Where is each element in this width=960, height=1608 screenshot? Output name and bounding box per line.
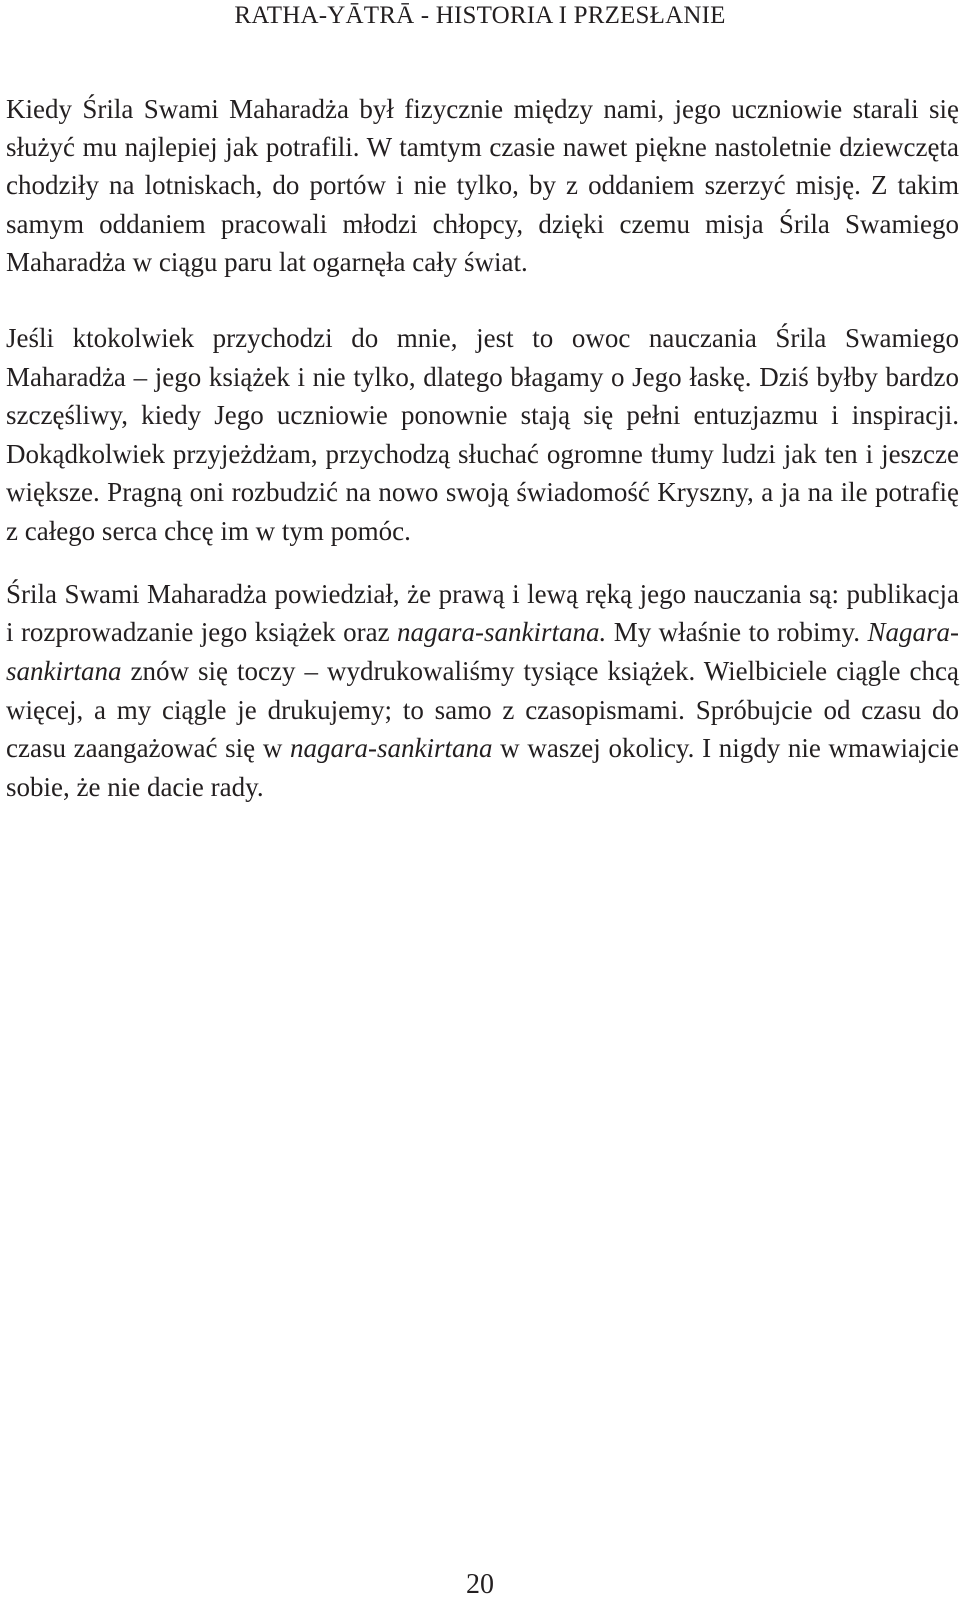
paragraph-3-text-4: w waszej okolicy. I nigdy nie wmawiajcie sobie, że nie dacie rady. bbox=[6, 733, 960, 803]
paragraph-1: Kiedy Śrila Swami Maharadża był fizycznie między nami, jego uczniowie starali się służyć mu najlepiej jak potrafili. W tamtym czasie nawet piękne nastoletnie dziewczęta chodziły na lotniskach, do portów i nie tylko, by z oddaniem szerzyć misję. Z takim samym oddaniem pracowali młodzi chłopcy, dzięki czemu misja Śrila Swamiego Maharadża w ciągu paru lat ogarnęła cały świat. bbox=[6, 94, 959, 277]
paragraph-3-text-1: Śrila Swami Maharadża powiedział, że prawą i lewą ręką jego nauczania są: publikacja i rozprowadzanie jego książek oraz bbox=[6, 578, 959, 648]
paragraph-3-text-3: znów się toczy – wydrukowaliśmy tysiące książek. Wielbiciele ciągle chcą więcej, a my ciągle je drukujemy; to samo z czasopismami. Spróbujcie od czasu do czasu zaangażować się w bbox=[6, 655, 959, 764]
paragraph-2: Jeśli ktokolwiek przychodzi do mnie, jest to owoc nauczania Śrila Swamiego Maharadża – jego książek i nie tylko, dlatego błagamy o Jego łaskę. Dziś byłby bardzo szczęśliwy, kiedy Jego uczniowie ponownie stają się pełni entuzjazmu i inspiracji. Dokądkolwiek przyjeżdżam, przychodzą słuchać ogromne tłumy ludzi jak ten i jeszcze większe. Pragną oni rozbudzić na nowo swoją świadomość Kryszny, a ja na ile potrafię z całego serca chcę im w tym pomóc. bbox=[6, 323, 959, 546]
paragraph-3-italic-2: Nagara-sankirtana bbox=[6, 617, 959, 686]
paragraph-3-italic-1: nagara-sankirtana. bbox=[397, 617, 607, 648]
paragraph-3-text-2: My właśnie to robimy. bbox=[606, 617, 868, 648]
paragraph-3 bbox=[6, 575, 959, 807]
running-header: RATHA-YĀTRĀ - HISTORIA I PRZESŁANIE bbox=[234, 2, 726, 29]
body-text bbox=[6, 90, 959, 807]
page-number: 20 bbox=[466, 1569, 494, 1600]
paragraph-3-italic-3: nagara-sankirtana bbox=[290, 733, 493, 764]
